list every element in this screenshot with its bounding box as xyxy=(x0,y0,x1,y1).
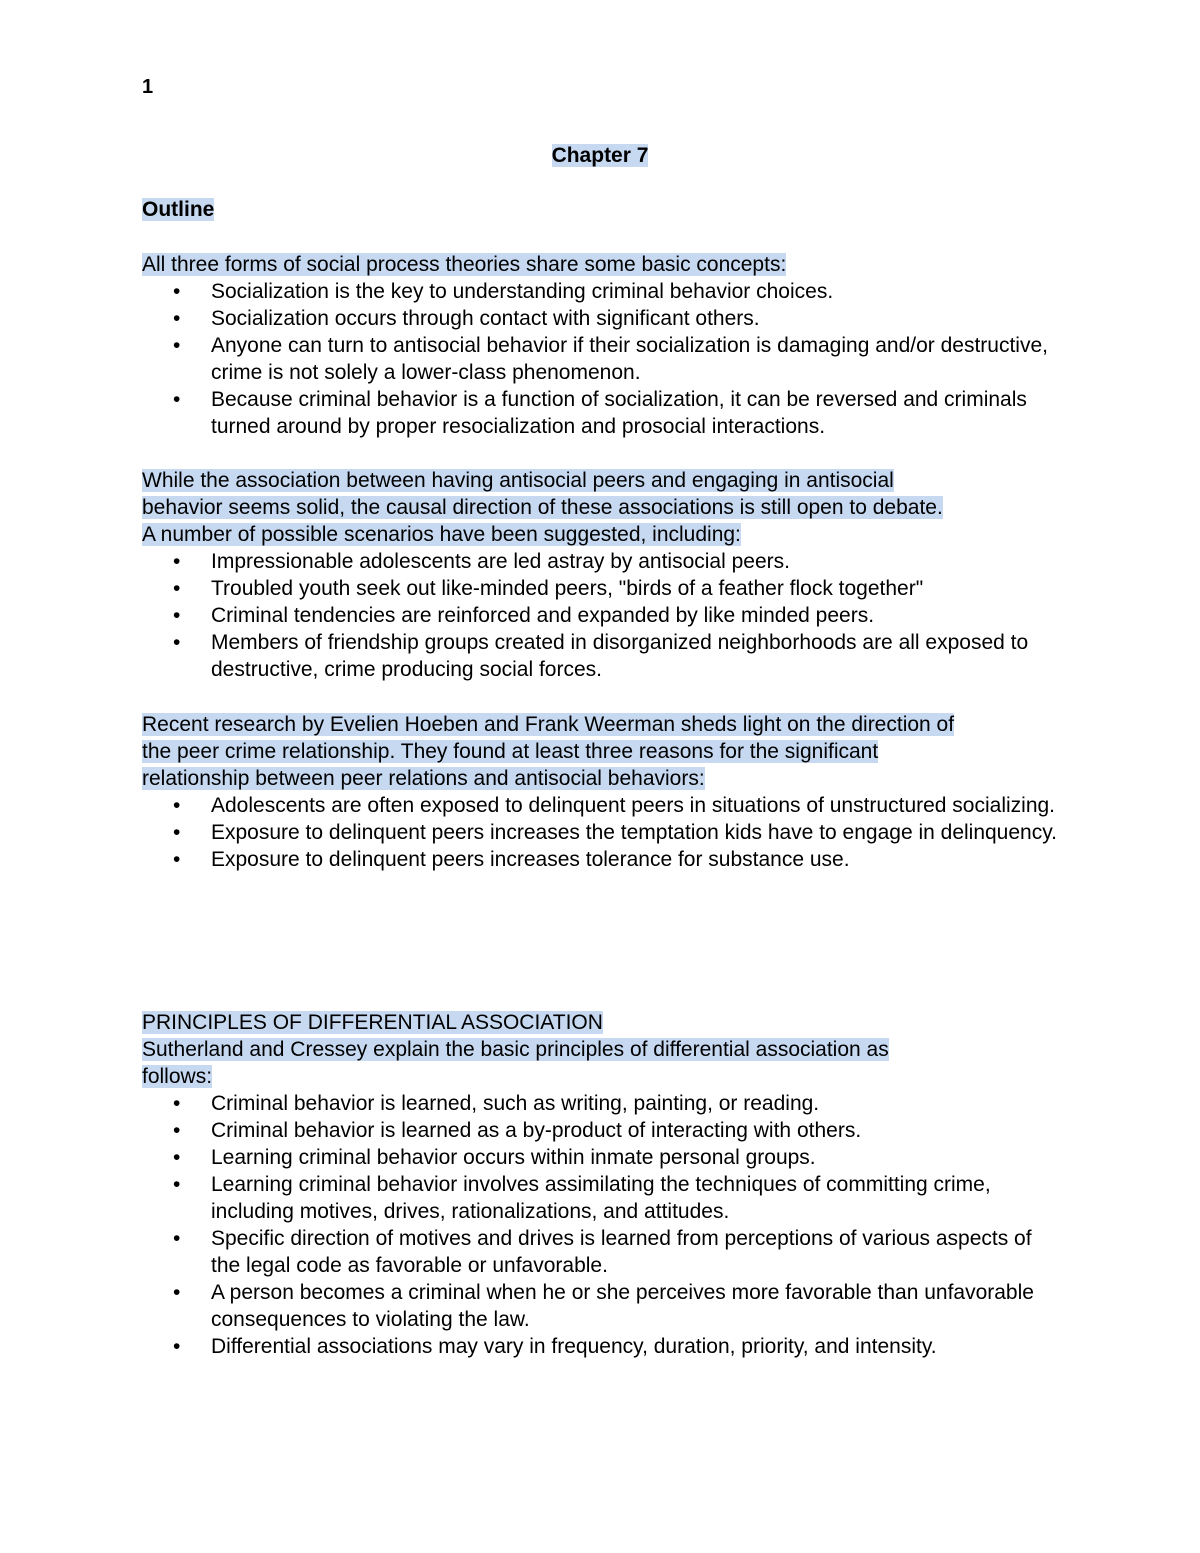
bullet-icon: • xyxy=(173,280,181,303)
outline-heading-text: Outline xyxy=(142,198,215,221)
list-item-text: Learning criminal behavior occurs within inmate personal groups. xyxy=(211,1146,816,1169)
bullet-icon: • xyxy=(173,1281,181,1304)
intro-line: relationship between peer relations and antisocial behaviors: xyxy=(142,767,705,790)
section-intro xyxy=(142,467,1062,548)
list-item xyxy=(142,1171,1062,1225)
section-differential-association xyxy=(142,1009,1062,1360)
intro-line: Recent research by Evelien Hoeben and Frank Weerman sheds light on the direction of xyxy=(142,713,955,736)
list-item xyxy=(142,629,1062,683)
bullet-list xyxy=(142,1090,1062,1360)
bullet-list xyxy=(142,792,1062,873)
list-item-text: Criminal behavior is learned as a by-product of interacting with others. xyxy=(211,1119,862,1142)
section-recent-research xyxy=(142,711,1062,873)
section-intro xyxy=(142,711,1062,792)
intro-line: Sutherland and Cressey explain the basic principles of differential association as xyxy=(142,1038,889,1061)
list-item-text: A person becomes a criminal when he or she perceives more favorable than unfavorable consequences to violating the law. xyxy=(211,1281,1034,1331)
bullet-icon: • xyxy=(173,307,181,330)
list-item xyxy=(142,1117,1062,1144)
section-peer-direction-debate xyxy=(142,467,1062,683)
chapter-title xyxy=(0,142,1200,169)
list-item xyxy=(142,305,1062,332)
list-item xyxy=(142,819,1062,846)
bullet-icon: • xyxy=(173,577,181,600)
bullet-icon: • xyxy=(173,388,181,411)
list-item xyxy=(142,1225,1062,1279)
list-item-text: Impressionable adolescents are led astray by antisocial peers. xyxy=(211,550,790,573)
list-item-text: Exposure to delinquent peers increases the temptation kids have to engage in delinquency. xyxy=(211,821,1057,844)
list-item-text: Socialization occurs through contact with significant others. xyxy=(211,307,760,330)
list-item-text: Criminal tendencies are reinforced and expanded by like minded peers. xyxy=(211,604,875,627)
bullet-icon: • xyxy=(173,1227,181,1250)
list-item-text: Because criminal behavior is a function of socialization, it can be reversed and criminals turned around by proper resocialization and prosocial interactions. xyxy=(211,388,1027,438)
list-item-text: Specific direction of motives and drives is learned from perceptions of various aspects of the legal code as favorable or unfavorable. xyxy=(211,1227,1032,1277)
list-item xyxy=(142,332,1062,386)
list-item-text: Troubled youth seek out like-minded peers, "birds of a feather flock together" xyxy=(211,577,924,600)
list-item xyxy=(142,1090,1062,1117)
bullet-list xyxy=(142,548,1062,683)
list-item-text: Criminal behavior is learned, such as writing, painting, or reading. xyxy=(211,1092,820,1115)
list-item-text: Members of friendship groups created in disorganized neighborhoods are all exposed to destructive, crime producing social forces. xyxy=(211,631,1029,681)
bullet-icon: • xyxy=(173,334,181,357)
list-item-text: Adolescents are often exposed to delinquent peers in situations of unstructured socializing. xyxy=(211,794,1056,817)
list-item-text: Exposure to delinquent peers increases tolerance for substance use. xyxy=(211,848,850,871)
list-item xyxy=(142,792,1062,819)
intro-line: behavior seems solid, the causal direction of these associations is still open to debate. xyxy=(142,496,943,519)
bullet-icon: • xyxy=(173,1119,181,1142)
bullet-icon: • xyxy=(173,1092,181,1115)
list-item-text: Socialization is the key to understanding criminal behavior choices. xyxy=(211,280,834,303)
list-item xyxy=(142,548,1062,575)
list-item xyxy=(142,1333,1062,1360)
bullet-icon: • xyxy=(173,604,181,627)
page-number: 1 xyxy=(142,76,154,98)
bullet-icon: • xyxy=(173,1146,181,1169)
list-item xyxy=(142,1144,1062,1171)
list-item xyxy=(142,1279,1062,1333)
chapter-title-text: Chapter 7 xyxy=(551,144,649,167)
bullet-icon: • xyxy=(173,848,181,871)
list-item xyxy=(142,575,1062,602)
section-intro xyxy=(142,251,1062,278)
intro-line: While the association between having antisocial peers and engaging in antisocial xyxy=(142,469,894,492)
bullet-icon: • xyxy=(173,1173,181,1196)
list-item-text: Anyone can turn to antisocial behavior if their socialization is damaging and/or destructive, crime is not solely a lower-class phenomenon. xyxy=(211,334,1048,384)
list-item xyxy=(142,846,1062,873)
section-social-process-concepts xyxy=(142,251,1062,440)
list-item-text: Learning criminal behavior involves assimilating the techniques of committing crime, including motives, drives, rationalizations, and attitudes. xyxy=(211,1173,991,1223)
bullet-list xyxy=(142,278,1062,440)
list-item xyxy=(142,602,1062,629)
bullet-icon: • xyxy=(173,550,181,573)
section-heading: PRINCIPLES OF DIFFERENTIAL ASSOCIATION xyxy=(142,1011,603,1034)
bullet-icon: • xyxy=(173,821,181,844)
list-item xyxy=(142,278,1062,305)
section-intro xyxy=(142,1009,1062,1090)
intro-line: A number of possible scenarios have been suggested, including: xyxy=(142,523,741,546)
list-item xyxy=(142,386,1062,440)
intro-line: All three forms of social process theories share some basic concepts: xyxy=(142,253,787,276)
bullet-icon: • xyxy=(173,1335,181,1358)
outline-heading xyxy=(142,196,214,223)
bullet-icon: • xyxy=(173,631,181,654)
list-item-text: Differential associations may vary in frequency, duration, priority, and intensity. xyxy=(211,1335,937,1358)
bullet-icon: • xyxy=(173,794,181,817)
intro-line: the peer crime relationship. They found at least three reasons for the significant xyxy=(142,740,879,763)
intro-line: follows: xyxy=(142,1065,213,1088)
